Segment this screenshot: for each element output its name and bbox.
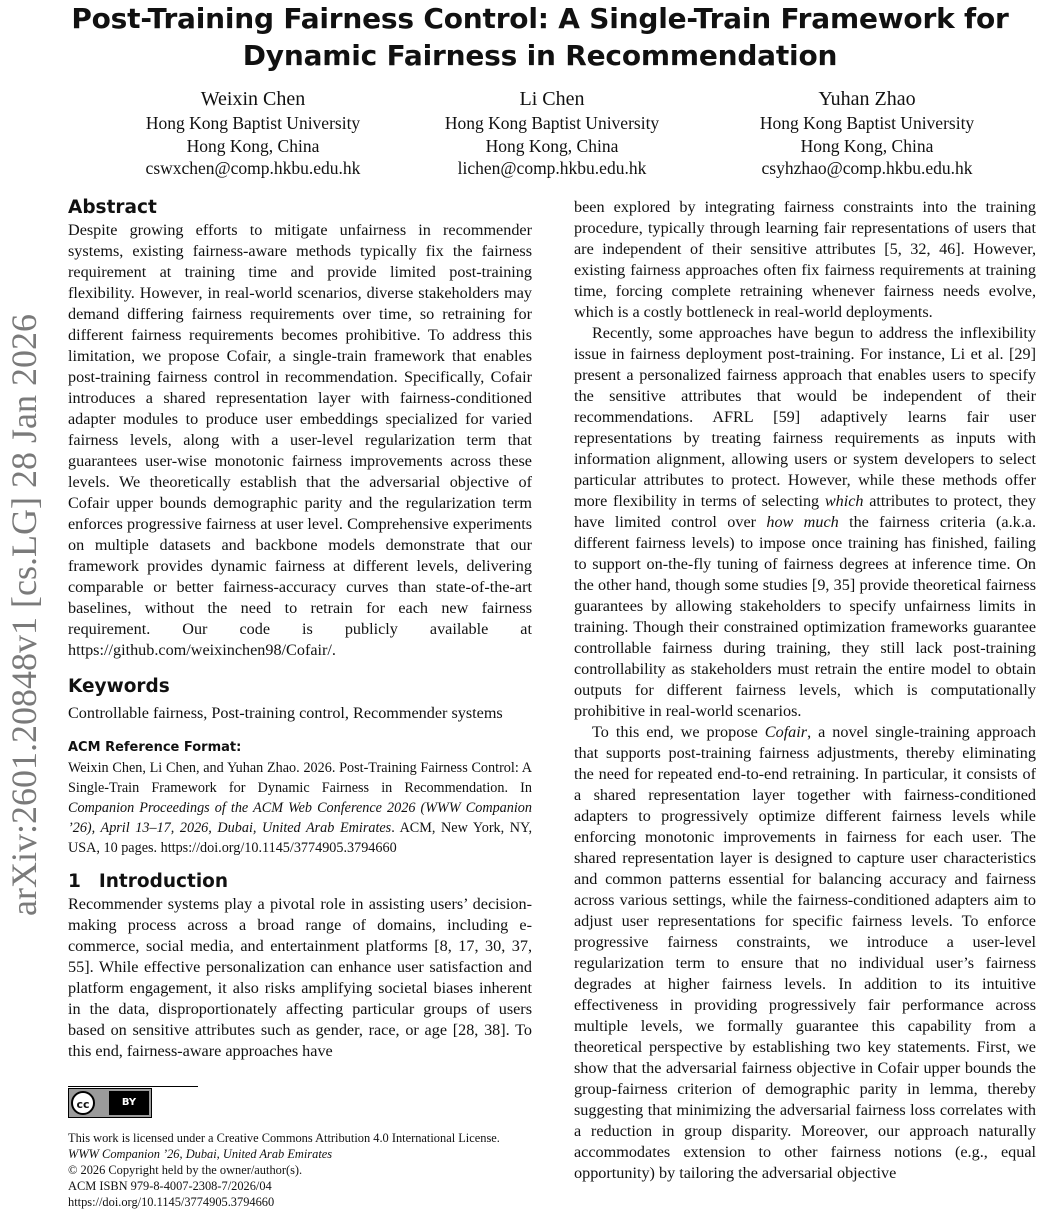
acm-reference-text: [68, 758, 532, 858]
license-line-3: © 2026 Copyright held by the owner/author(s).: [68, 1163, 303, 1177]
author-affiliation: Hong Kong Baptist University: [444, 113, 660, 133]
arxiv-id: arXiv:2601.20848v1 [cs.LG] 28 Jan 2026: [4, 314, 44, 916]
title-line-1: Post-Training Fairness Control: A Single-Train Framework for: [71, 2, 1009, 35]
author-name: Yuhan Zhao: [818, 88, 916, 110]
author-affiliation: Hong Kong Baptist University: [145, 113, 361, 133]
paper-title: [40, 0, 1038, 74]
cc-icon: cc: [71, 1091, 95, 1115]
license-line-2: WWW Companion ’26, Dubai, United Arab Emirates: [68, 1147, 333, 1161]
intro-paragraph-1-cont: been explored by integrating fairness constraints into the training procedure, typically through learning fair representations of users that are independent of their sensitive attributes [5, 32, 46]. However, existing fairness approaches often fix fairness requirements at training time, forcing complete retraining whenever fairness needs evolve, which is a costly bottleneck in real-world deployments.: [574, 198, 1036, 321]
author-email: cswxchen@comp.hkbu.edu.hk: [145, 158, 361, 178]
license-line-5: https://doi.org/10.1145/3774905.3794660: [68, 1195, 275, 1209]
abstract-heading: Abstract: [68, 197, 157, 218]
author-name: Weixin Chen: [200, 88, 306, 110]
acm-reference-authors: Weixin Chen, Li Chen, and Yuhan Zhao. 2026. Post-Training Fairness Control: A Single-Train Framework for Dynamic Fairness in Recommendation. In: [68, 760, 532, 796]
author-affiliation: Hong Kong Baptist University: [759, 113, 975, 133]
author-1: [93, 86, 413, 180]
acm-reference-venue: Companion Proceedings of the ACM Web Conference 2026 (WWW Companion ’26), April 13–17, 2026, Dubai, United Arab Emirates: [68, 800, 532, 836]
cc-by-logo: [68, 1088, 152, 1118]
keywords-text: Controllable fairness, Post-training control, Recommender systems: [68, 704, 503, 722]
acm-reference-heading: ACM Reference Format:: [68, 740, 242, 755]
left-column: [68, 196, 532, 1062]
introduction-heading: [68, 870, 532, 894]
intro-paragraph-1: Recommender systems play a pivotal role in assisting users’ decision-making process across a broad range of domains, including e-commerce, social media, and entertainment platforms [8, 17, 30, 37, 55]. While effective personalization can enhance user satisfaction and platform engagement, it also risks amplifying societal biases inherent in the data, disproportionately affecting particular groups of users based on sensitive attributes such as gender, race, or age [28, 38]. To this end, fairness-aware approaches have: [68, 895, 532, 1060]
keywords-heading: Keywords: [68, 676, 170, 697]
arxiv-stamp: [2, 270, 46, 960]
section-title: Introduction: [98, 871, 229, 892]
right-column: [574, 197, 1036, 1184]
author-email: csyhzhao@comp.hkbu.edu.hk: [761, 158, 973, 178]
intro-paragraph-2: Recently, some approaches have begun to address the inflexibility issue in fairness deployment post-training. For instance, Li et al. [29] present a personalized fairness approach that enables users to specify the sensitive attributes that would be independent of their recommendations. AFRL [59] adaptively learns fair user representations by treating fairness requirements as inputs with information alignment, allowing users or system developers to select particular attributes to protect. However, while these methods offer more flexibility in terms of selecting which attributes to protect, they have limited control over how much the fairness criteria (a.k.a. different fairness levels) to impose once training has finished, failing to support on-the-fly tuning of fairness degrees at inference time. On the other hand, though some studies [9, 35] provide theoretical fairness guarantees by allowing stakeholders to specify unfairness limits in training. Though their constrained optimization frameworks guarantee controllable fairness during training, they still lack post-training controllability as stakeholders must retrain the entire model to obtain outputs for different fairness levels, which is computationally prohibitive in real-world scenarios.: [574, 324, 1037, 720]
title-line-2: Dynamic Fairness in Recommendation: [242, 39, 838, 72]
acm-reference-tail: . ACM, New York, NY, USA, 10 pages. https://doi.org/10.1145/3774905.3794660: [68, 820, 532, 856]
intro-paragraph-3: To this end, we propose Cofair, a novel single-training approach that supports post-training fairness adjustments, thereby eliminating the need for repeated end-to-end retraining. In particular, it consists of a shared representation layer together with fairness-conditioned adapters to progressively optimize different fairness levels while enforcing monotonic improvements in fairness for each user. The shared representation layer is designed to capture user characteristics and common patterns essential for balancing accuracy and fairness across various settings, while the fairness-conditioned adapters aim to adjust user representations for specific fairness levels. To enforce progressive fairness constraints, we introduce a user-level regularization term to ensure that no individual user’s fairness degrades at higher fairness levels. In addition to its intuitive effectiveness in providing progressively fair performance across multiple levels, we formally guarantee this capability from a theoretical perspective by establishing two key statements. First, we show that the adversarial fairness objective in Cofair upper bounds the group-fairness criterion of demographic parity in lemma, thereby suggesting that minimizing the adversarial fairness loss correlates with a reduction in group disparity. Moreover, our approach naturally accommodates extension to other fairness notions (e.g., equal opportunity) by tailoring the adversarial objective: [574, 723, 1036, 1182]
author-location: Hong Kong, China: [800, 135, 934, 156]
author-location: Hong Kong, China: [186, 135, 320, 156]
license-line-1: This work is licensed under a Creative Commons Attribution 4.0 International License.: [68, 1131, 500, 1145]
abstract-text: Despite growing efforts to mitigate unfairness in recommender systems, existing fairness-aware methods typically fix the fairness requirement at training time and provide limited post-training flexibility. However, in real-world scenarios, diverse stakeholders may demand differing fairness requirements over time, so retraining for different fairness requirements becomes prohibitive. To address this limitation, we propose Cofair, a single-train framework that enables post-training fairness control in recommendation. Specifically, Cofair introduces a shared representation layer with fairness-conditioned adapter modules to produce user embeddings specialized for varied fairness levels, along with a user-level regularization term that guarantees user-wise monotonic fairness improvements across these levels. We theoretically establish that the adversarial objective of Cofair upper bounds demographic parity and the regularization term enforces progressive fairness at user level. Comprehensive experiments on multiple datasets and backbone models demonstrate that our framework provides dynamic fairness at different levels, delivering comparable or better fairness-accuracy curves than state-of-the-art baselines, without the need to retrain for each new fairness requirement. Our code is publicly available at https://github.com/weixinchen98/Cofair/.: [68, 221, 532, 659]
author-email: lichen@comp.hkbu.edu.hk: [457, 158, 647, 178]
author-3: [707, 86, 1027, 180]
author-location: Hong Kong, China: [485, 135, 619, 156]
author-name: Li Chen: [519, 88, 585, 110]
by-icon: BY: [109, 1091, 149, 1115]
author-2: [392, 86, 712, 180]
license-line-4: ACM ISBN 979-8-4007-2308-7/2026/04: [68, 1179, 272, 1193]
footnote-rule: [68, 1086, 198, 1087]
section-number: 1: [68, 871, 81, 892]
license-block: [68, 1088, 538, 1210]
